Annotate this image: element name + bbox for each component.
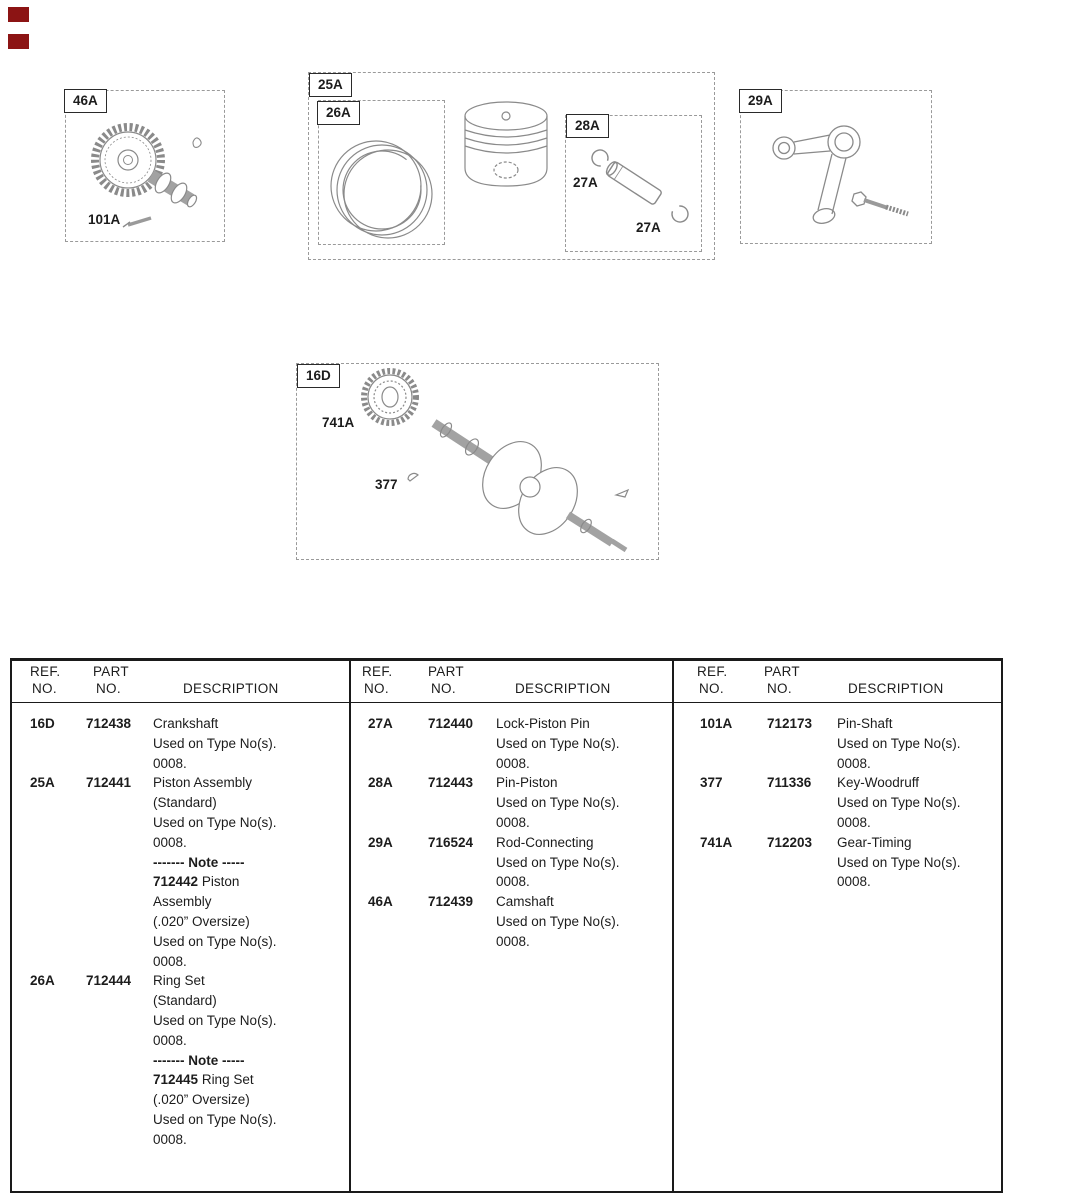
ref-no-cell	[368, 932, 428, 952]
description-cell: Crankshaft	[153, 716, 219, 731]
part-no-cell	[86, 952, 153, 972]
part-no-cell	[767, 853, 837, 873]
ref-no-cell	[30, 1011, 86, 1031]
part-no-cell	[86, 754, 153, 774]
ref-no-cell: 28A	[368, 775, 393, 791]
description-cell: ------- Note -----	[153, 854, 245, 870]
callout-27a-top: 27A	[573, 175, 598, 190]
part-no-cell: 712441	[86, 775, 132, 791]
part-no-cell	[767, 754, 837, 774]
description-cell: 712442 Piston	[153, 874, 240, 890]
description-cell: 0008.	[153, 953, 187, 969]
description-cell: Gear-Timing	[837, 834, 912, 850]
part-no-cell	[767, 872, 837, 892]
print-registration-mark	[8, 34, 29, 49]
part-no-cell	[86, 813, 153, 833]
table-divider-rule	[672, 658, 674, 1193]
description-cell: Piston Assembly	[153, 775, 253, 791]
table-top-rule	[10, 658, 1003, 661]
header-ref: REF.	[30, 664, 61, 679]
description-cell: Assembly	[153, 894, 212, 910]
ref-no-cell: 25A	[30, 775, 55, 791]
part-no-cell	[428, 754, 496, 774]
part-no-cell	[86, 1090, 153, 1110]
callout-377: 377	[375, 477, 398, 492]
callout-box-16d: 16D	[297, 364, 340, 388]
description-cell: 0008.	[153, 834, 187, 850]
ref-no-cell	[30, 991, 86, 1011]
ref-no-cell	[30, 932, 86, 952]
ref-no-cell: 29A	[368, 834, 393, 850]
part-no-cell	[86, 1110, 153, 1130]
ref-no-cell	[368, 912, 428, 932]
ref-no-cell	[30, 833, 86, 853]
header-ref: REF.	[362, 664, 393, 679]
table-divider-rule	[349, 658, 351, 1193]
ref-no-cell	[30, 1031, 86, 1051]
part-no-cell	[428, 872, 496, 892]
header-part: PART	[428, 664, 464, 679]
table-column-body	[368, 714, 666, 952]
ref-no-cell	[30, 734, 86, 754]
table-header-rule	[10, 702, 1003, 703]
part-no-cell	[767, 734, 837, 754]
ref-no-cell	[30, 952, 86, 972]
description-cell: 0008.	[153, 1131, 187, 1147]
part-no-cell	[86, 932, 153, 952]
description-cell: (Standard)	[153, 993, 217, 1009]
description-cell: Used on Type No(s).	[496, 735, 620, 751]
description-cell: Lock-Piston Pin	[496, 716, 590, 731]
callout-27a-bottom: 27A	[636, 220, 661, 235]
description-cell: Used on Type No(s).	[496, 795, 620, 811]
description-cell: (.020” Oversize)	[153, 913, 250, 929]
part-no-cell	[86, 1011, 153, 1031]
description-cell: Used on Type No(s).	[153, 933, 277, 949]
ref-no-cell	[368, 754, 428, 774]
description-cell: 0008.	[153, 755, 187, 771]
header-part: PART	[93, 664, 129, 679]
ref-no-cell	[368, 872, 428, 892]
part-no-cell: 712438	[86, 716, 132, 731]
part-no-cell: 711336	[767, 775, 812, 791]
header-ref: REF.	[697, 664, 728, 679]
part-no-cell	[86, 833, 153, 853]
description-cell: Ring Set	[153, 973, 205, 989]
ref-no-cell	[368, 853, 428, 873]
ref-no-cell	[700, 813, 767, 833]
description-cell: 0008.	[837, 814, 871, 830]
description-cell: 0008.	[153, 1032, 187, 1048]
description-cell: ------- Note -----	[153, 1052, 245, 1068]
description-cell: Pin-Piston	[496, 775, 558, 791]
ref-no-cell	[30, 813, 86, 833]
header-no: NO.	[364, 681, 389, 696]
part-no-inline: 712442	[153, 874, 199, 890]
part-no-cell: 712444	[86, 973, 132, 989]
description-cell: Pin-Shaft	[837, 716, 893, 731]
description-cell: 0008.	[496, 755, 530, 771]
ref-no-cell	[700, 754, 767, 774]
header-description: DESCRIPTION	[515, 681, 611, 696]
description-cell: Used on Type No(s).	[153, 1012, 277, 1028]
part-no-cell	[86, 991, 153, 1011]
part-no-cell	[86, 853, 153, 873]
description-cell: 0008.	[837, 755, 871, 771]
ref-no-cell	[30, 793, 86, 813]
ref-no-cell	[368, 813, 428, 833]
ref-no-cell: 741A	[700, 834, 733, 850]
description-cell: Used on Type No(s).	[496, 854, 620, 870]
part-no-cell	[428, 932, 496, 952]
connecting-rod-drawing	[740, 90, 930, 242]
description-cell: Used on Type No(s).	[837, 854, 961, 870]
part-no-cell	[86, 912, 153, 932]
part-no-cell	[86, 1031, 153, 1051]
callout-box-46a: 46A	[64, 89, 107, 113]
ref-no-cell	[30, 892, 86, 912]
part-no-cell	[428, 853, 496, 873]
ref-no-cell	[30, 1110, 86, 1130]
ref-no-cell	[700, 734, 767, 754]
ref-no-cell	[700, 872, 767, 892]
ref-no-cell	[30, 1051, 86, 1071]
description-cell: Used on Type No(s).	[153, 1111, 277, 1127]
ref-no-cell	[368, 793, 428, 813]
description-cell: 712445 Ring Set	[153, 1072, 254, 1088]
part-no-cell: 712443	[428, 775, 474, 791]
part-no-cell	[86, 734, 153, 754]
part-no-cell: 712173	[767, 716, 813, 731]
callout-741a: 741A	[322, 415, 355, 430]
description-cell: Used on Type No(s).	[837, 795, 961, 811]
table-right-rule	[1001, 658, 1003, 1193]
description-cell: Used on Type No(s).	[153, 735, 277, 751]
header-no: NO.	[431, 681, 456, 696]
description-cell: 0008.	[496, 874, 530, 890]
part-no-cell	[428, 813, 496, 833]
part-no-cell	[428, 793, 496, 813]
header-no: NO.	[699, 681, 724, 696]
ref-no-cell	[30, 872, 86, 892]
ref-no-cell: 26A	[30, 973, 55, 989]
description-cell: (Standard)	[153, 795, 217, 811]
callout-box-28a: 28A	[566, 114, 609, 138]
table-bottom-rule	[10, 1191, 1003, 1193]
callout-box-25a: 25A	[309, 73, 352, 97]
description-cell: 0008.	[496, 814, 530, 830]
ref-no-cell	[30, 1130, 86, 1150]
description-cell: Camshaft	[496, 894, 554, 910]
part-no-inline: 712445	[153, 1072, 199, 1088]
description-cell: Used on Type No(s).	[837, 735, 961, 751]
part-no-cell	[767, 793, 837, 813]
header-no: NO.	[96, 681, 121, 696]
callout-box-26a: 26A	[317, 101, 360, 125]
table-column-body	[30, 714, 342, 1150]
ref-no-cell: 46A	[368, 894, 393, 910]
callout-box-29a: 29A	[739, 89, 782, 113]
description-cell: Key-Woodruff	[837, 775, 920, 791]
description-cell: 0008.	[496, 933, 530, 949]
print-registration-mark	[8, 7, 29, 22]
part-no-cell	[86, 1051, 153, 1071]
part-no-cell	[428, 912, 496, 932]
description-cell: Used on Type No(s).	[153, 814, 277, 830]
table-column-body	[700, 714, 998, 892]
part-no-cell	[86, 1130, 153, 1150]
part-no-cell: 716524	[428, 834, 474, 850]
ref-no-cell	[700, 853, 767, 873]
part-no-cell	[428, 734, 496, 754]
description-cell: (.020” Oversize)	[153, 1092, 250, 1108]
header-description: DESCRIPTION	[848, 681, 944, 696]
part-no-cell	[86, 1070, 153, 1090]
ref-no-cell	[30, 1070, 86, 1090]
header-description: DESCRIPTION	[183, 681, 279, 696]
ref-no-cell	[30, 1090, 86, 1110]
header-no: NO.	[767, 681, 792, 696]
ref-no-cell	[30, 912, 86, 932]
header-part: PART	[764, 664, 800, 679]
part-no-cell	[86, 872, 153, 892]
description-cell: Used on Type No(s).	[496, 913, 620, 929]
callout-101a: 101A	[88, 212, 121, 227]
ref-no-cell: 101A	[700, 716, 733, 731]
part-no-cell: 712203	[767, 834, 813, 850]
table-left-rule	[10, 658, 12, 1193]
part-no-cell: 712440	[428, 716, 474, 731]
part-no-cell	[767, 813, 837, 833]
ref-no-cell	[368, 734, 428, 754]
ref-no-cell: 16D	[30, 716, 55, 731]
crankshaft-drawing	[296, 363, 657, 558]
ref-no-cell	[30, 853, 86, 873]
ref-no-cell: 377	[700, 775, 723, 791]
description-cell: Rod-Connecting	[496, 834, 594, 850]
part-no-cell	[86, 793, 153, 813]
ref-no-cell	[700, 793, 767, 813]
part-no-cell	[86, 892, 153, 912]
part-no-cell: 712439	[428, 894, 474, 910]
description-cell: 0008.	[837, 874, 871, 890]
header-no: NO.	[32, 681, 57, 696]
ref-no-cell	[30, 754, 86, 774]
ref-no-cell: 27A	[368, 716, 393, 731]
